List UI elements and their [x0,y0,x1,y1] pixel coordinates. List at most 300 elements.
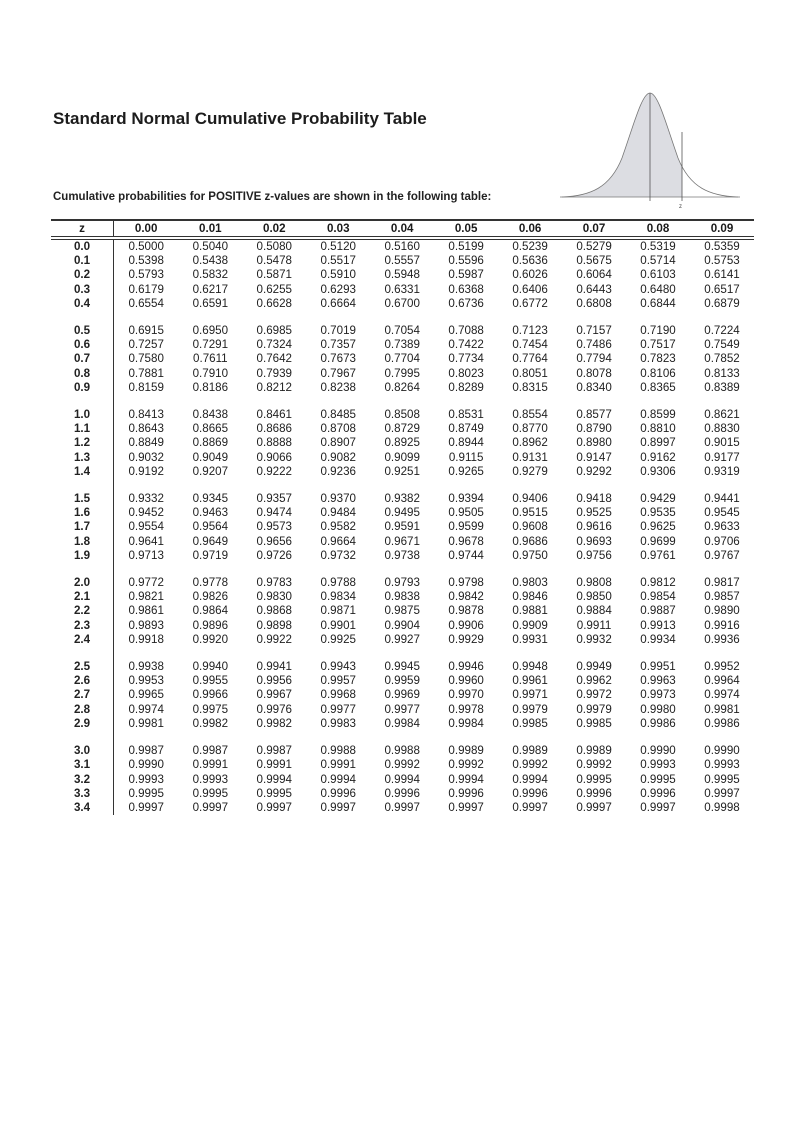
probability-cell: 0.9949 [576,660,612,674]
probability-cell: 0.7764 [512,352,548,366]
probability-cell: 0.7019 [320,324,356,338]
probability-cell: 0.9989 [576,744,612,758]
probability-cell: 0.9993 [192,772,229,786]
probability-cell: 0.5239 [512,240,548,253]
group-spacer [51,395,754,408]
probability-cell: 0.6179 [128,282,164,296]
table-row [51,576,754,590]
probability-cell: 0.7852 [704,352,740,366]
z-value: 0.4 [51,297,114,311]
probability-cell: 0.9989 [512,744,548,758]
probability-cell: 0.7704 [384,352,420,366]
z-value: 0.3 [51,283,114,297]
group-spacer [51,311,754,324]
probability-cell: 0.6950 [192,324,229,338]
page-title: Standard Normal Cumulative Probability Table [53,109,427,128]
table-row [51,465,754,479]
probability-cell: 0.8315 [512,380,548,394]
probability-cell: 0.9881 [512,604,548,618]
probability-cell: 0.9901 [320,618,356,632]
z-value: 1.0 [51,408,114,422]
probability-cell: 0.7881 [128,366,164,380]
probability-cell: 0.9986 [640,716,676,730]
probability-cell: 0.9995 [256,786,293,800]
probability-cell: 0.9989 [448,744,484,758]
probability-cell: 0.9525 [576,506,612,520]
table-row [51,408,754,422]
probability-cell: 0.9997 [448,800,484,814]
probability-cell: 0.8686 [256,422,293,436]
probability-cell: 0.7823 [640,352,676,366]
probability-cell: 0.9236 [320,464,356,478]
probability-cell: 0.9977 [320,702,356,716]
probability-cell: 0.8133 [704,366,740,380]
probability-cell: 0.6480 [640,282,676,296]
table-row [51,297,754,311]
probability-cell: 0.7611 [193,352,228,366]
probability-cell: 0.9959 [384,674,420,688]
table-row [51,549,754,563]
table-row [51,492,754,506]
table-row [51,436,754,450]
probability-cell: 0.5319 [640,240,676,253]
group-spacer [51,647,754,660]
probability-cell: 0.6517 [704,282,740,296]
probability-cell: 0.9744 [448,548,484,562]
probability-cell: 0.9970 [448,688,484,702]
probability-cell: 0.9966 [192,688,229,702]
probability-cell: 0.8621 [704,408,740,422]
column-header: 0.05 [434,220,498,238]
probability-cell: 0.9985 [576,716,612,730]
probability-cell: 0.9671 [384,534,420,548]
z-value: 2.2 [51,604,114,618]
probability-cell: 0.9977 [384,702,420,716]
probability-cell: 0.9962 [576,674,612,688]
probability-cell: 0.9319 [704,464,740,478]
probability-cell: 0.9838 [384,590,420,604]
probability-cell: 0.6443 [576,282,612,296]
probability-cell: 0.9049 [192,450,229,464]
probability-cell: 0.8485 [320,408,356,422]
probability-cell: 0.9878 [448,604,484,618]
probability-cell: 0.9934 [640,632,676,646]
probability-cell: 0.9875 [384,604,420,618]
probability-cell: 0.9953 [128,674,164,688]
probability-cell: 0.9943 [320,660,356,674]
probability-cell: 0.8770 [512,422,548,436]
probability-cell: 0.9279 [512,464,548,478]
probability-cell: 0.9981 [704,702,740,716]
probability-cell: 0.5080 [256,240,293,253]
probability-cell: 0.9418 [576,492,612,506]
table-row [51,688,754,702]
probability-cell: 0.9564 [192,520,229,534]
probability-cell: 0.5160 [384,240,420,253]
probability-cell: 0.9960 [448,674,484,688]
probability-cell: 0.9896 [192,618,229,632]
probability-cell: 0.7995 [384,366,420,380]
probability-cell: 0.8106 [640,366,676,380]
probability-cell: 0.9996 [320,786,356,800]
probability-cell: 0.9995 [704,772,740,786]
probability-cell: 0.5753 [704,254,740,268]
probability-cell: 0.9686 [512,534,548,548]
probability-cell: 0.6700 [384,296,420,310]
probability-cell: 0.7549 [704,338,740,352]
probability-cell: 0.8944 [448,436,484,450]
probability-cell: 0.5596 [448,254,484,268]
table-row [51,744,754,758]
column-header: 0.03 [306,220,370,238]
probability-cell: 0.9996 [512,786,548,800]
probability-cell: 0.8461 [256,408,293,422]
probability-cell: 0.9979 [512,702,548,716]
probability-cell: 0.9936 [704,632,740,646]
table-row [51,283,754,297]
probability-cell: 0.9990 [640,744,676,758]
table-row [51,674,754,688]
probability-cell: 0.9996 [640,786,676,800]
probability-cell: 0.9306 [640,464,676,478]
probability-cell: 0.7967 [320,366,356,380]
column-header: 0.00 [114,220,179,238]
probability-cell: 0.7291 [192,338,229,352]
probability-cell: 0.8577 [576,408,612,422]
probability-cell: 0.9975 [192,702,229,716]
probability-cell: 0.9994 [256,772,293,786]
probability-cell: 0.9997 [576,800,612,814]
probability-cell: 0.8962 [512,436,548,450]
probability-cell: 0.8925 [384,436,420,450]
probability-cell: 0.9976 [256,702,293,716]
probability-cell: 0.8997 [640,436,676,450]
probability-cell: 0.5557 [384,254,420,268]
probability-cell: 0.9545 [704,506,740,520]
z-value: 0.8 [51,367,114,381]
probability-cell: 0.7486 [576,338,612,352]
probability-cell: 0.9961 [512,674,548,688]
probability-cell: 0.9812 [640,576,676,590]
probability-cell: 0.9887 [640,604,676,618]
probability-cell: 0.9788 [320,576,356,590]
probability-cell: 0.9192 [128,464,164,478]
probability-cell: 0.9948 [512,660,548,674]
probability-cell: 0.6368 [448,282,484,296]
z-value: 2.9 [51,717,114,731]
probability-cell: 0.9582 [320,520,356,534]
table-row [51,451,754,465]
probability-cell: 0.9984 [448,716,484,730]
column-header: 0.07 [562,220,626,238]
probability-cell: 0.9817 [704,576,740,590]
z-value: 1.5 [51,492,114,506]
z-value: 2.8 [51,703,114,717]
probability-cell: 0.8238 [320,380,356,394]
probability-cell: 0.9649 [192,534,229,548]
probability-cell: 0.7673 [320,352,356,366]
probability-cell: 0.9997 [512,800,548,814]
probability-cell: 0.5000 [128,240,164,253]
probability-cell: 0.8643 [128,422,164,436]
probability-cell: 0.9871 [320,604,356,618]
probability-cell: 0.9996 [448,786,484,800]
probability-cell: 0.9693 [576,534,612,548]
probability-cell: 0.9890 [704,604,740,618]
probability-cell: 0.9664 [320,534,356,548]
table-row [51,338,754,352]
column-header: 0.02 [242,220,306,238]
probability-cell: 0.8051 [512,366,548,380]
probability-cell: 0.9927 [384,632,420,646]
probability-cell: 0.9971 [512,688,548,702]
probability-cell: 0.6808 [576,296,612,310]
probability-cell: 0.9370 [320,492,356,506]
column-header-z: z [51,220,114,238]
probability-cell: 0.9591 [384,520,420,534]
z-value: 3.0 [51,744,114,758]
probability-cell: 0.9616 [576,520,612,534]
probability-cell: 0.9115 [448,450,484,464]
probability-cell: 0.7794 [576,352,612,366]
probability-cell: 0.6406 [512,282,548,296]
probability-cell: 0.9990 [704,744,740,758]
probability-cell: 0.6772 [512,296,548,310]
probability-cell: 0.9994 [448,772,484,786]
table-row [51,604,754,618]
probability-cell: 0.8365 [640,380,676,394]
probability-cell: 0.9826 [192,590,229,604]
probability-cell: 0.8159 [128,380,164,394]
probability-cell: 0.7580 [128,352,164,366]
probability-cell: 0.9994 [512,772,548,786]
probability-cell: 0.6103 [640,268,676,282]
probability-cell: 0.9821 [128,590,164,604]
group-spacer [51,731,754,744]
probability-cell: 0.9957 [320,674,356,688]
z-value: 0.2 [51,268,114,282]
probability-cell: 0.9756 [576,548,612,562]
probability-cell: 0.9997 [384,800,420,814]
probability-cell: 0.8599 [640,408,676,422]
probability-cell: 0.9979 [576,702,612,716]
probability-cell: 0.8749 [448,422,484,436]
z-value: 0.5 [51,324,114,338]
probability-cell: 0.9345 [192,492,229,506]
probability-cell: 0.9951 [640,660,676,674]
probability-cell: 0.9505 [448,506,484,520]
z-value: 2.4 [51,633,114,647]
probability-cell: 0.7734 [448,352,484,366]
probability-cell: 0.9265 [448,464,484,478]
probability-cell: 0.5478 [256,254,293,268]
column-header: 0.01 [178,220,242,238]
probability-cell: 0.9484 [320,506,356,520]
probability-cell: 0.9986 [704,716,740,730]
probability-cell: 0.9997 [320,800,356,814]
probability-cell: 0.8729 [384,422,420,436]
probability-cell: 0.9911 [576,618,612,632]
probability-cell: 0.5714 [640,254,676,268]
probability-cell: 0.9955 [192,674,229,688]
probability-cell: 0.9441 [704,492,740,506]
probability-cell: 0.9015 [704,436,740,450]
probability-cell: 0.5359 [704,240,740,253]
probability-cell: 0.9706 [704,534,740,548]
probability-cell: 0.9177 [704,450,740,464]
probability-cell: 0.9099 [384,450,420,464]
probability-cell: 0.9984 [384,716,420,730]
probability-cell: 0.9988 [320,744,356,758]
probability-cell: 0.9898 [256,618,293,632]
table-row [51,660,754,674]
probability-cell: 0.9965 [128,688,164,702]
table-row [51,268,754,282]
probability-cell: 0.9131 [512,450,548,464]
z-value: 2.0 [51,576,114,590]
probability-cell: 0.9952 [704,660,740,674]
probability-cell: 0.5948 [384,268,420,282]
probability-cell: 0.7454 [512,338,548,352]
probability-cell: 0.6591 [192,296,229,310]
table-row [51,254,754,268]
z-value: 0.9 [51,381,114,395]
probability-cell: 0.9573 [256,520,293,534]
z-value: 3.2 [51,773,114,787]
probability-cell: 0.9991 [256,758,293,772]
probability-cell: 0.9946 [448,660,484,674]
z-value: 2.5 [51,660,114,674]
probability-cell: 0.9987 [192,744,229,758]
probability-cell: 0.9992 [512,758,548,772]
probability-cell: 0.9834 [320,590,356,604]
probability-cell: 0.5871 [256,268,293,282]
probability-cell: 0.9292 [576,464,612,478]
z-value: 3.1 [51,758,114,772]
probability-cell: 0.7422 [448,338,484,352]
table-row [51,717,754,731]
probability-cell: 0.7517 [640,338,676,352]
probability-cell: 0.9713 [128,548,164,562]
table-row [51,381,754,395]
probability-cell: 0.7357 [320,338,356,352]
probability-cell: 0.9893 [128,618,164,632]
probability-cell: 0.9925 [320,632,356,646]
group-spacer [51,479,754,492]
probability-cell: 0.9656 [256,534,293,548]
probability-cell: 0.9985 [512,716,548,730]
probability-cell: 0.9932 [576,632,612,646]
table-row [51,535,754,549]
probability-cell: 0.9846 [512,590,548,604]
probability-cell: 0.9857 [704,590,740,604]
probability-cell: 0.9406 [512,492,548,506]
probability-cell: 0.8888 [256,436,293,450]
probability-cell: 0.9987 [128,744,164,758]
z-axis-label: z [679,204,682,210]
probability-cell: 0.5910 [320,268,356,282]
probability-cell: 0.7389 [384,338,420,352]
probability-cell: 0.9633 [704,520,740,534]
table-row [51,590,754,604]
probability-cell: 0.9357 [256,492,293,506]
probability-cell: 0.6293 [320,282,356,296]
probability-cell: 0.9599 [448,520,484,534]
probability-cell: 0.9625 [640,520,676,534]
probability-cell: 0.5517 [320,254,356,268]
probability-cell: 0.8413 [128,408,164,422]
probability-cell: 0.9761 [640,548,676,562]
probability-cell: 0.7224 [704,324,740,338]
probability-cell: 0.9967 [256,688,293,702]
probability-cell: 0.9969 [384,688,420,702]
probability-cell: 0.9992 [448,758,484,772]
probability-cell: 0.5199 [448,240,484,253]
probability-cell: 0.9918 [128,632,164,646]
probability-cell: 0.9997 [256,800,293,814]
table-row [51,367,754,381]
probability-cell: 0.9991 [192,758,229,772]
probability-cell: 0.9726 [256,548,293,562]
probability-cell: 0.8078 [576,366,612,380]
probability-cell: 0.9995 [128,786,164,800]
probability-cell: 0.8810 [640,422,676,436]
probability-cell: 0.9382 [384,492,420,506]
probability-cell: 0.9515 [512,506,548,520]
probability-cell: 0.8389 [704,380,740,394]
probability-cell: 0.9750 [512,548,548,562]
probability-cell: 0.9732 [320,548,356,562]
probability-cell: 0.9535 [640,506,676,520]
probability-cell: 0.9997 [192,800,229,814]
probability-cell: 0.6736 [448,296,484,310]
probability-cell: 0.9964 [704,674,740,688]
probability-cell: 0.9608 [512,520,548,534]
probability-table [51,219,754,815]
probability-cell: 0.8186 [192,380,229,394]
probability-cell: 0.9974 [128,702,164,716]
probability-cell: 0.9868 [256,604,293,618]
probability-cell: 0.7123 [512,324,548,338]
probability-cell: 0.9922 [256,632,293,646]
probability-cell: 0.5832 [192,268,229,282]
probability-cell: 0.9066 [256,450,293,464]
probability-cell: 0.8554 [512,408,548,422]
probability-cell: 0.5279 [576,240,612,253]
z-value: 1.9 [51,549,114,563]
probability-cell: 0.9738 [384,548,420,562]
probability-cell: 0.9864 [192,604,229,618]
probability-cell: 0.9222 [256,464,293,478]
probability-cell: 0.9929 [448,632,484,646]
table-row [51,506,754,520]
probability-cell: 0.9993 [128,772,164,786]
probability-cell: 0.9906 [448,618,484,632]
probability-cell: 0.9997 [704,786,740,800]
probability-cell: 0.9850 [576,590,612,604]
probability-cell: 0.9207 [192,464,229,478]
probability-cell: 0.6026 [512,268,548,282]
probability-cell: 0.9147 [576,450,612,464]
z-value: 2.3 [51,619,114,633]
probability-cell: 0.9463 [192,506,229,520]
probability-cell: 0.7324 [256,338,293,352]
probability-cell: 0.9884 [576,604,612,618]
table-row [51,758,754,772]
column-header: 0.04 [370,220,434,238]
probability-cell: 0.9992 [384,758,420,772]
probability-cell: 0.9429 [640,492,676,506]
